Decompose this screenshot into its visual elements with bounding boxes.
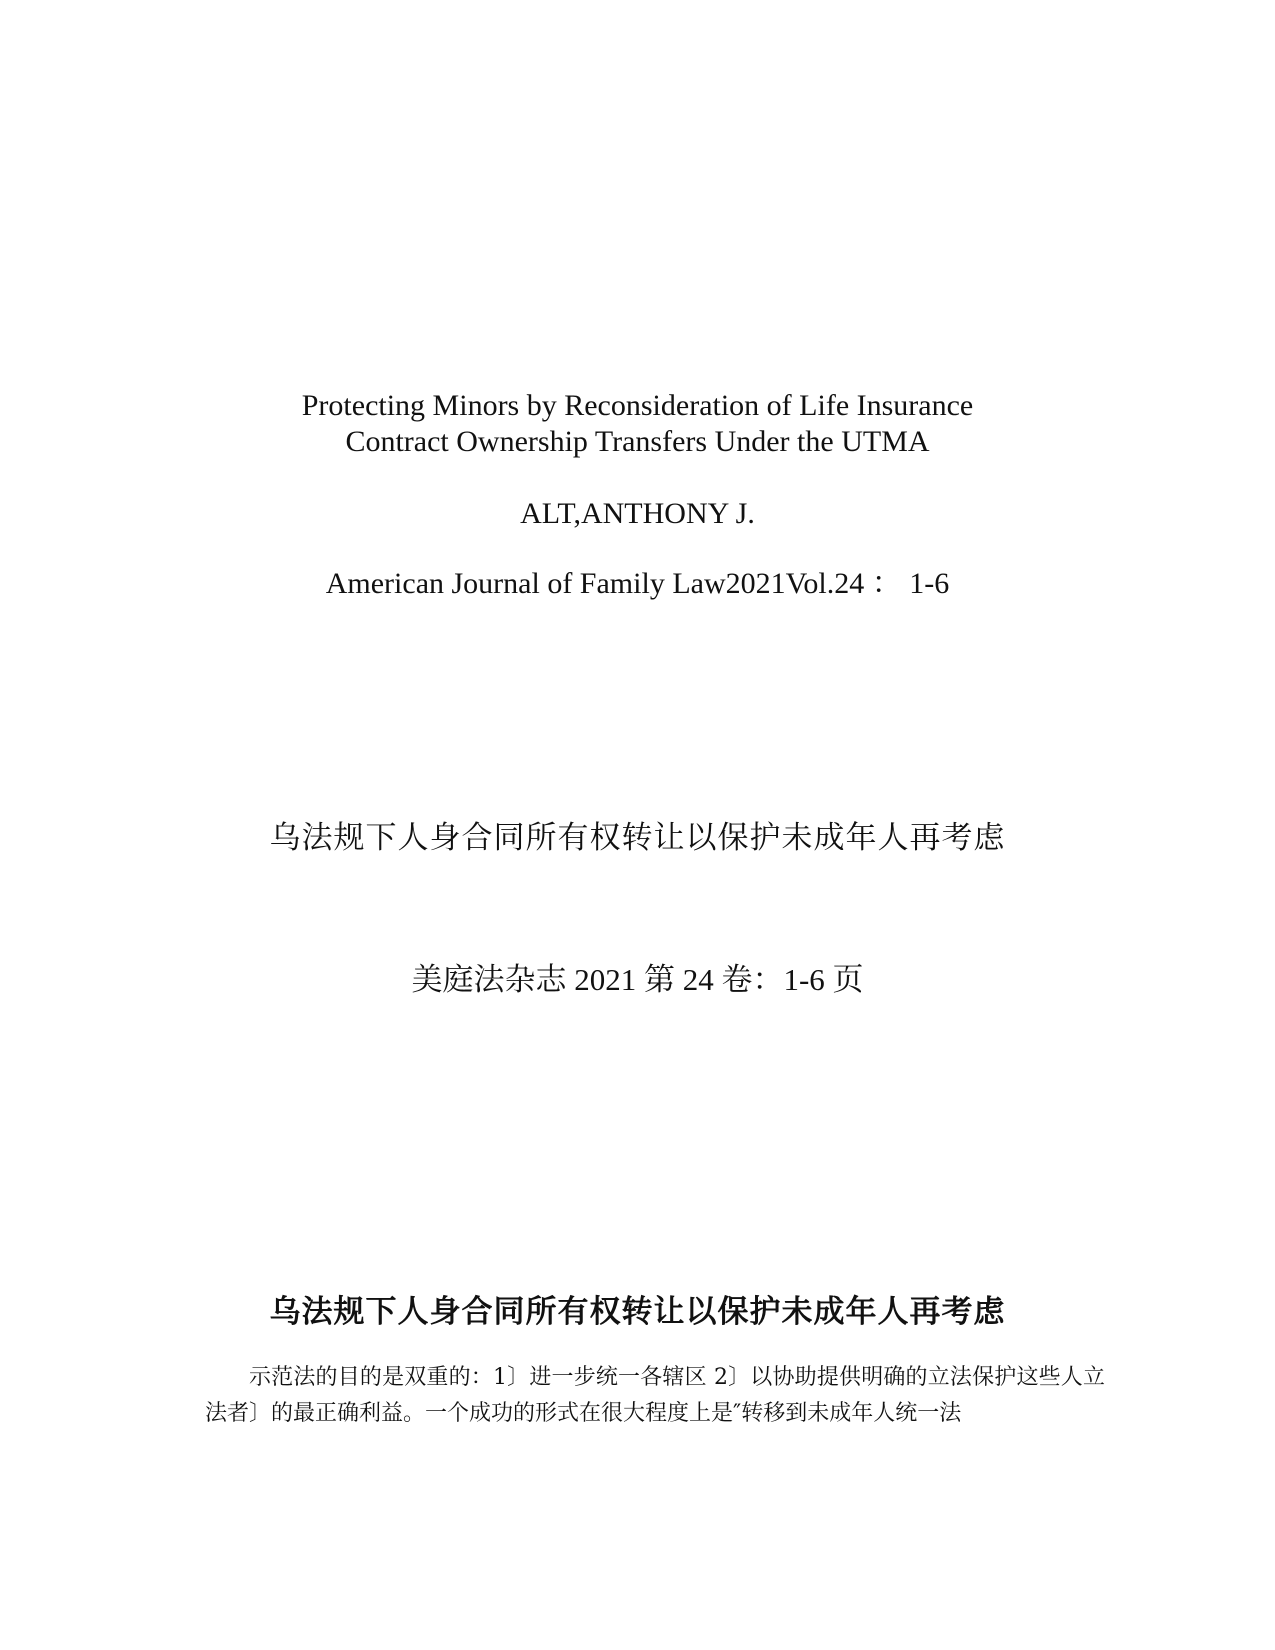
chinese-citation: 美庭法杂志 2021 第 24 卷：1-6 页 — [411, 962, 864, 997]
english-title-line-2: Contract Ownership Transfers Under the UTMA — [345, 425, 930, 458]
chinese-abstract-paragraph: 示范法的目的是双重的：1〕进一步统一各辖区 2〕以协助提供明确的立法保护这些人立法者〕的最正确利益。一个成功的形式在很大程度上是″转移到未成年人统一法 — [205, 1365, 1105, 1426]
english-author: ALT,ANTHONY J. — [520, 497, 755, 530]
english-citation: American Journal of Family Law2021Vol.24 ： 1-6 — [325, 567, 950, 600]
english-title — [0, 388, 1275, 460]
english-title-line-1: Protecting Minors by Reconsideration of Life Insurance — [301, 389, 974, 422]
chinese-title: 乌法规下人身合同所有权转让以保护未成年人再考虑 — [269, 820, 1006, 855]
chinese-section-heading: 乌法规下人身合同所有权转让以保护未成年人再考虑 — [269, 1294, 1006, 1330]
